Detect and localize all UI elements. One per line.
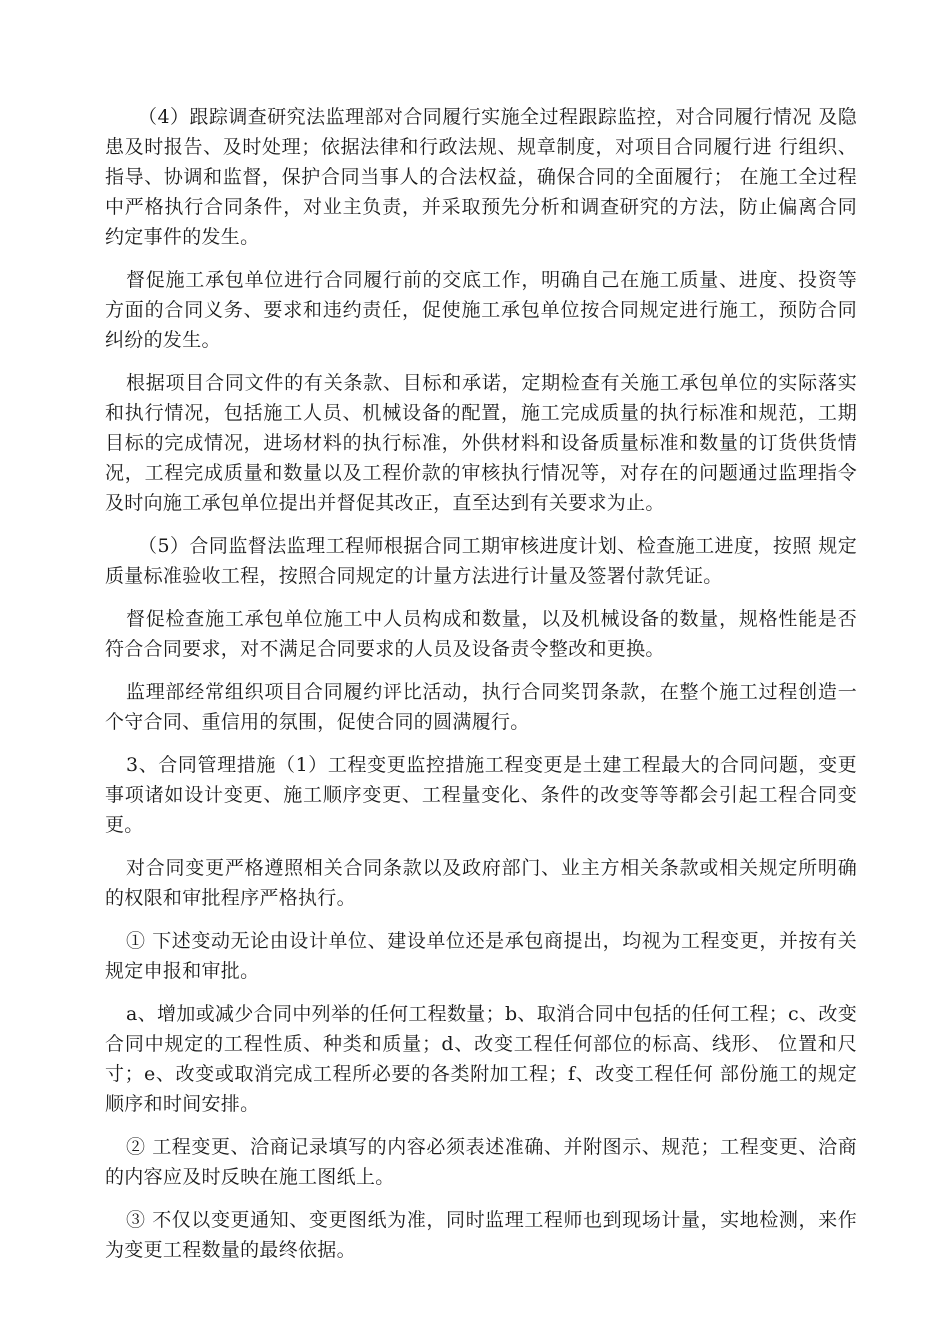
paragraph-supervision-method: （5）合同监督法监理工程师根据合同工期审核进度计划、检查施工进度，按照 规定质量标准验收工程，按照合同规定的计量方法进行计量及签署付款凭证。 [105, 535, 857, 587]
paragraph-change-list: a、增加或减少合同中列举的任何工程数量；b、取消合同中包括的任何工程；c、改变合同中规定的工程性质、种类和质量；d、改变工程任何部位的标高、线形、 位置和尺寸；e、改变或取消完成工程所必要的各类附加工程；f、改变工程任何 部份施工的规定顺序和时间安排。 [105, 1003, 857, 1115]
paragraph-inspection: 根据项目合同文件的有关条款、目标和承诺，定期检查有关施工承包单位的实际落实和执行情况，包括施工人员、机械设备的配置，施工完成质量的执行标准和规范，工期目标的完成情况，进场材料的执行标准，外供材料和设备质量标准和数量的订货供货情况，工程完成质量和数量以及工程价款的审核执行情况等，对存在的问题通过监理指令及时向施工承包单位提出并督促其改正，直至达到有关要求为止。 [105, 372, 857, 514]
document-body [105, 102, 857, 1278]
paragraph-item-2: ② 工程变更、洽商记录填写的内容必须表述准确、并附图示、规范；工程变更、洽商的内容应及时反映在施工图纸上。 [105, 1136, 857, 1188]
paragraph-item-3: ③ 不仅以变更通知、变更图纸为准，同时监理工程师也到现场计量，实地检测，来作为变更工程数量的最终依据。 [105, 1209, 857, 1261]
paragraph-evaluation: 监理部经常组织项目合同履约评比活动，执行合同奖罚条款，在整个施工过程创造一个守合同、重信用的氛围，促使合同的圆满履行。 [105, 681, 857, 733]
paragraph-management-measures: 3、合同管理措施（1）工程变更监控措施工程变更是土建工程最大的合同问题，变更事项诸如设计变更、施工顺序变更、工程量变化、条件的改变等等都会引起工程合同变更。 [105, 754, 857, 836]
paragraph-personnel-check: 督促检查施工承包单位施工中人员构成和数量，以及机械设备的数量，规格性能是否符合合同要求，对不满足合同要求的人员及设备责令整改和更换。 [105, 608, 857, 660]
paragraph-change-approval: 对合同变更严格遵照相关合同条款以及政府部门、业主方相关条款或相关规定所明确的权限和审批程序严格执行。 [105, 857, 857, 909]
paragraph-briefing: 督促施工承包单位进行合同履行前的交底工作，明确自己在施工质量、进度、投资等方面的合同义务、要求和违约责任，促使施工承包单位按合同规定进行施工，预防合同纠纷的发生。 [105, 269, 857, 351]
paragraph-item-1: ① 下述变动无论由设计单位、建设单位还是承包商提出，均视为工程变更，并按有关规定申报和审批。 [105, 930, 857, 982]
paragraph-tracking-method: （4）跟踪调查研究法监理部对合同履行实施全过程跟踪监控，对合同履行情况 及隐患及时报告、及时处理；依据法律和行政法规、规章制度，对项目合同履行进 行组织、指导、协调和监督，保护合同当事人的合法权益，确保合同的全面履行； 在施工全过程中严格执行合同条件，对业主负责，并采取预先分析和调查研究的方法，防止偏离合同约定事件的发生。 [105, 106, 857, 248]
